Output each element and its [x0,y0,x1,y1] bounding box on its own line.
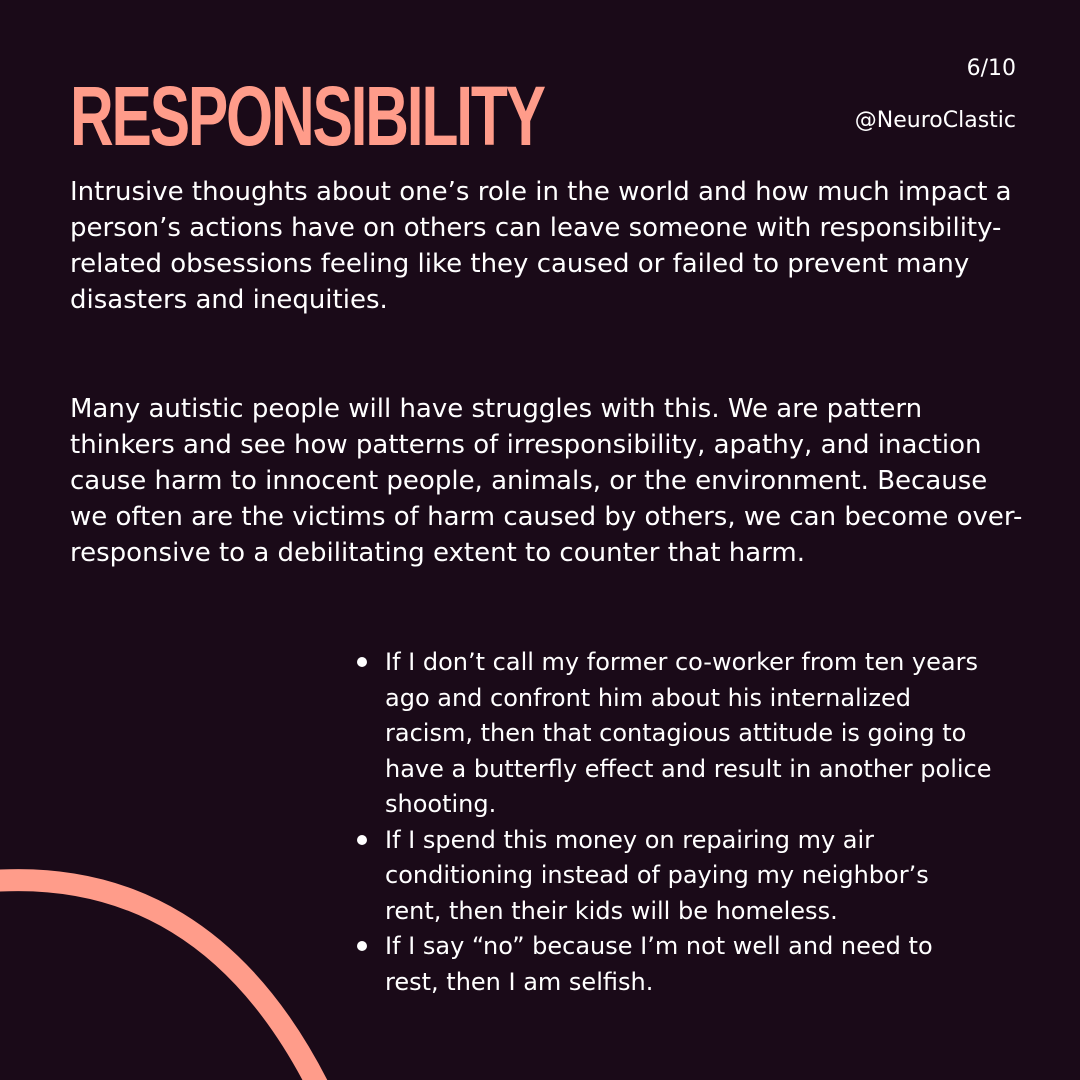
bullet-icon [357,835,367,845]
author-handle: @NeuroClastic [854,108,1016,133]
intro-paragraph: Intrusive thoughts about one’s role in the world and how much impact a person’s actions have on others can leave someone with responsibility-related obsessions feeling like they caused or failed to prevent many disasters and inequities. [70,177,1012,315]
example-item [352,645,992,823]
autism-paragraph: Many autistic people will have struggles with this. We are pattern thinkers and see how patterns of irresponsibility, apathy, and inaction cause harm to innocent people, animals, or the environment. Because we often are the victims of harm caused by others, we can become over-responsive to a debilitating extent to counter that harm. [70,394,1023,568]
page-title: RESPONSIBILITY [70,69,544,163]
example-text: If I don’t call my former co-worker from ten years ago and confront him about his internalized racism, then that contagious attitude is going to have a butterfly effect and result in another police shooting. [385,648,992,818]
examples-list [352,645,992,1000]
bullet-icon [357,941,367,951]
bullet-icon [357,657,367,667]
example-text: If I say “no” because I’m not well and need to rest, then I am selfish. [385,932,933,996]
example-item [352,823,992,930]
example-text: If I spend this money on repairing my air conditioning instead of paying my neighbor’s rent, then their kids will be homeless. [385,825,929,925]
example-item [352,929,992,1000]
page-number: 6/10 [966,56,1016,81]
